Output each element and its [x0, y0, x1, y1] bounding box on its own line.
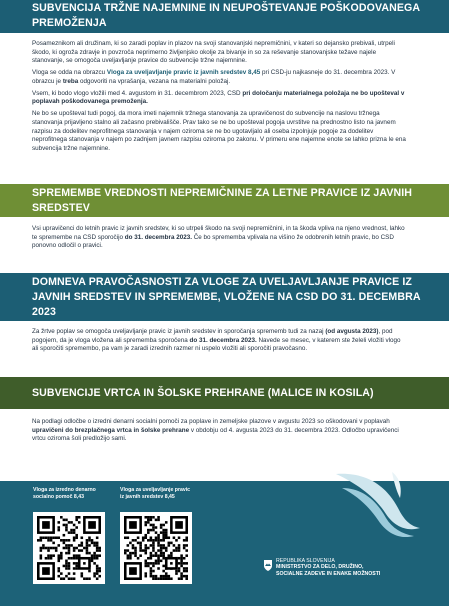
paragraph: Vsem, ki bodo vlogo vložili med 4. avgustom in 31. decembrom 2023, CSD pri določanju materialnega položaja ne bo upošteval v poplavah poškodovanega premoženja.: [32, 89, 405, 106]
paragraph: Vsi upravičenci do letnih pravic iz javnih sredstev, ki so utrpeli škodo na svoji nepremičnini, in ta škoda vpliva na njeno vrednost, lahko te spremembe na CSD sporočijo do 31. decembra 2023. Če bo sprememba vplivala na višino že odobrenih letnih pravic, bo CSD ponovno odločil o pravici.: [32, 225, 405, 250]
qr-code-public-funds[interactable]: [120, 512, 192, 584]
qr-code-icon: [37, 516, 101, 580]
ministry-signature: REPUBLIKA SLOVENIJA MINISTRSTVO ZA DELO, DRUŽINO, SOCIALNE ZADEVE IN ENAKE MOŽNOSTI: [276, 558, 381, 577]
paragraph: Za žrtve poplav se omogoča uveljavljanje pravic iz javnih sredstev in sporočanja sprememb tudi za nazaj (od avgusta 2023), pod pogojem, da je vloga vložena ali sprememba sporočena do 31. decembra 2023. Navede se mesec, v katerem ste želeli vložiti vlogo ali sporočiti spremembo, pa vam je zaradi izrednih razmer ni uspelo vložiti ali sporočiti pravočasno.: [32, 328, 401, 353]
qr-code-icon: [124, 516, 188, 580]
paragraph: Vloga se odda na obrazcu Vloga za uveljavljanje pravic iz javnih sredstev 8,45 pri CSD-ju najkasneje do 31. decembra 2023. V obrazcu je treba odgovoriti na vprašanja, vezana na materialni položaj.: [32, 69, 396, 85]
paragraph: Na podlagi odločbe o izredni denarni socialni pomoči za poplave in zemeljske plazove v avgustu 2023 so oškodovani v poplavah upravičeni do brezplačnega vrtca in šolske prehrane v obdobju od 4. avgusta 2023 do 31. decembra 2023. Odločbo upravičenci vrtcu oziroma šoli predložijo sami.: [32, 418, 399, 443]
section-heading-property-value: SPREMEMBE VREDNOSTI NEPREMIČNINE ZA LETNE PRAVICE IZ JAVNIH SREDSTEV: [0, 184, 449, 217]
paragraph: Posameznikom ali družinam, ki so zaradi poplav in plazov na svoji stanovanjski nepremičnini, v kateri so dejansko prebivali, utrpeli škodo, ki ogroža zdravje in povzroča neprimerno življenjsko okolje za bivanje in so za reševanje stanovanjske težave najele stanovanje, se omogoča uveljavljanje pravice do subvencije tržne najemnine.: [32, 40, 395, 65]
section-body-rent-subsidy: [32, 40, 408, 157]
form-name: Vloga za uveljavljanje pravic iz javnih sredstev 8,45: [106, 69, 261, 77]
paragraph: Ne bo se upošteval tudi pogoj, da mora imeti najemnik tržnega stanovanja za upravičenost do subvencije na naslovu tržnega stanovanja prijavljeno stalno ali začasno prebivališče. Prav tako se ne bo upošteval pogoja uvrstitve na prednostno listo na javnem razpisu za dodelitev neprofitnega stanovanja v najem oziroma se ne bo ugotavljalo ali oseba izpolnjuje pogoje za dodelitev neprofitnega stanovanja v najem po zadnjem javnem razpisu oziroma po zakonu. V primeru ene najemne enote se lahko prizna le ena subvencija tržne najemnine.: [32, 110, 406, 152]
qr-label-public-funds: Vloga za uveljavljanje pravic iz javnih sredstev 8,45: [120, 487, 191, 500]
section-body-property-value: [32, 225, 408, 254]
section-body-kindergarten-meals: [32, 418, 408, 447]
slovenia-crest-icon: [264, 560, 272, 571]
bird-logo-icon: [332, 468, 422, 540]
section-heading-rent-subsidy: SUBVENCIJA TRŽNE NAJEMNINE IN NEUPOŠTEVANJE POŠKODOVANEGA PREMOŽENJA: [0, 0, 449, 33]
section-heading-timeliness: DOMNEVA PRAVOČASNOSTI ZA VLOGE ZA UVELJAVLJANJE PRAVICE IZ JAVNIH SREDSTEV IN SPREMEMBE, VLOŽENE NA CSD DO 31. DECEMBRA 2023: [0, 273, 449, 321]
qr-label-emergency-aid: Vloga za izredno denarno socialno pomoč 8,43: [33, 487, 96, 500]
qr-code-emergency-aid[interactable]: [33, 512, 105, 584]
section-body-timeliness: [32, 328, 408, 357]
section-heading-kindergarten-meals: SUBVENCIJE VRTCA IN ŠOLSKE PREHRANE (MALICE IN KOSILA): [0, 377, 449, 409]
